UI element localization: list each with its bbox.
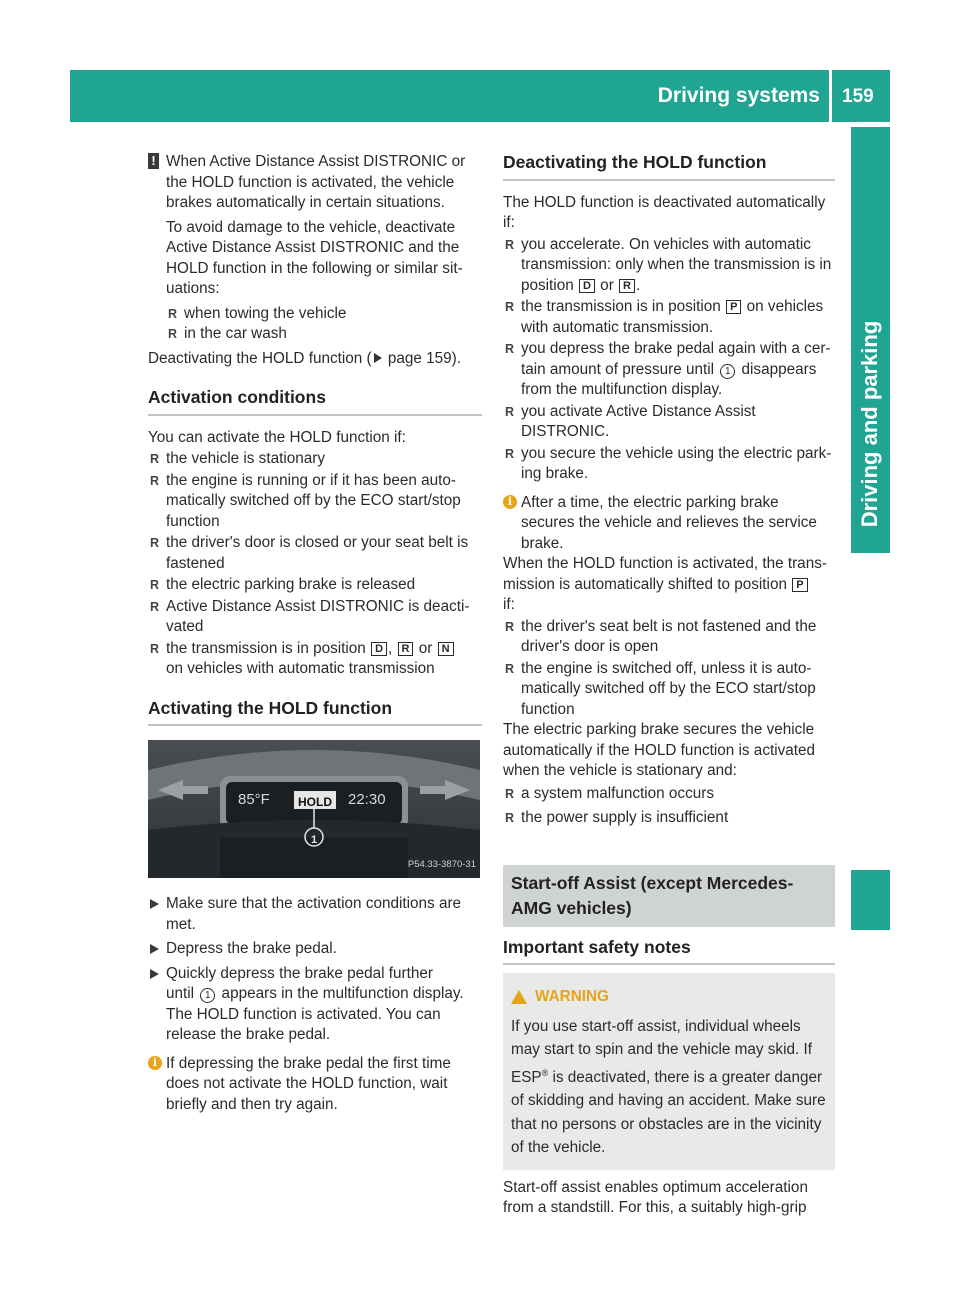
step-item: Quickly depress the brake pedal further until 1 appears in the multifunction display. The HOLD function is activated. You can release the brake pedal. — [148, 964, 482, 1046]
header-section-title: Driving systems — [657, 84, 820, 107]
callout-1: 1 — [310, 834, 318, 846]
text-line: mission is automatically shifted to position P — [503, 575, 835, 596]
gear-r-symbol: R — [398, 642, 414, 656]
text-line: When Active Distance Assist DISTRONIC or — [166, 153, 466, 170]
page-number: 159 — [842, 86, 874, 107]
list-item: R the engine is running or if it has been auto- matically switched off by the ECO start/stop function — [148, 471, 482, 533]
right-column — [503, 152, 835, 1219]
list-item: R you depress the brake pedal again with a cer- tain amount of pressure until 1 disappears from the multifunction display. — [503, 339, 835, 401]
list-item: R in the car wash — [166, 324, 482, 345]
text-line: When the HOLD function is activated, the trans- — [503, 555, 827, 572]
list-item: R the power supply is insufficient — [503, 808, 835, 829]
text-line: HOLD function in the following or similar sit- — [166, 259, 463, 277]
figure-code: P54.33-3870-31 — [407, 858, 476, 870]
text-line: brakes automatically in certain situations. — [166, 194, 445, 211]
gear-r-symbol: R — [619, 279, 635, 293]
list-item: R you accelerate. On vehicles with automatic transmission: only when the transmission is in position D or R . — [503, 235, 835, 297]
step-item: Depress the brake pedal. — [148, 939, 482, 960]
list-item: R the vehicle is stationary — [148, 449, 482, 470]
header-divider — [829, 70, 832, 122]
side-tab-label: Driving and parking — [857, 320, 882, 528]
list-item: R the driver's seat belt is not fastened and the driver's door is open — [503, 617, 835, 658]
temperature-readout: 85°F — [238, 791, 270, 808]
activating-heading: Activating the HOLD function — [148, 697, 393, 718]
list-item: R the driver's door is closed or your seat belt is fastened — [148, 533, 482, 574]
list-item: R the engine is switched off, unless it is auto- matically switched off by the ECO start/stop function — [503, 659, 835, 721]
page-reference: Deactivating the HOLD function ( page 159). — [148, 349, 462, 367]
heading-rule — [503, 179, 835, 181]
warning-icon — [511, 990, 527, 1004]
text-line: from a standstill. For this, a suitably high-grip — [503, 1199, 807, 1217]
list-item: R the electric parking brake is released — [148, 575, 482, 596]
info-note: i After a time, the electric parking brake secures the vehicle and relieves the service brake. — [503, 493, 835, 555]
info-icon: i — [503, 495, 517, 509]
time-readout: 22:30 — [348, 791, 386, 808]
instrument-cluster-figure — [148, 740, 480, 878]
warning-box: WARNING If you use start-off assist, individual wheels may start to spin and the vehicle may skid. If ESP® is deactivated, there is a greater danger of skidding and having an accident. Make sure that no persons or obstacles are in the vicinity of the vehicle. — [503, 973, 835, 1170]
page-ref-arrow-icon — [374, 353, 382, 363]
list-item: R when towing the vehicle — [166, 304, 482, 325]
deactivating-heading: Deactivating the HOLD function — [503, 152, 767, 172]
list-item: R Active Distance Assist DISTRONIC is deacti- vated — [148, 597, 482, 638]
list-item: R you secure the vehicle using the electric park- ing brake. — [503, 444, 835, 485]
text-line: if: — [503, 214, 515, 231]
text-line: the HOLD function is activated, the vehicle — [166, 173, 455, 191]
hold-indicator: HOLD — [298, 795, 332, 809]
side-marker — [851, 870, 890, 930]
info-icon: i — [148, 1056, 162, 1070]
warning-title: WARNING — [511, 985, 827, 1009]
text-line: Start-off assist enables optimum acceleration — [503, 1178, 808, 1196]
list-item: R the transmission is in position P on vehicles with automatic transmission. — [503, 297, 835, 338]
heading-rule — [503, 963, 835, 965]
heading-rule — [148, 414, 482, 416]
text-line: The electric parking brake secures the vehicle — [503, 721, 815, 738]
step-item: Make sure that the activation conditions are met. — [148, 894, 482, 935]
text-line: if: — [503, 596, 515, 613]
text-line: To avoid damage to the vehicle, deactivate — [166, 218, 456, 236]
left-column — [148, 152, 482, 1115]
notice-badge: ! — [148, 153, 159, 169]
callout-symbol-1: 1 — [720, 364, 735, 379]
gear-n-symbol: N — [438, 642, 454, 656]
text-line: uations: — [166, 280, 220, 297]
callout-symbol-1: 1 — [200, 988, 215, 1003]
text-line: The HOLD function is deactivated automatically — [503, 193, 826, 211]
list-item: R you activate Active Distance Assist DISTRONIC. — [503, 402, 835, 443]
gear-d-symbol: D — [579, 279, 595, 293]
list-item: R the transmission is in position D , R or N on vehicles with automatic transmission — [148, 639, 482, 680]
text-line: You can activate the HOLD function if: — [148, 428, 406, 446]
notice-block — [148, 152, 482, 345]
activation-heading: Activation conditions — [148, 387, 326, 407]
text-line: Active Distance Assist DISTRONIC and the — [166, 239, 460, 256]
list-item: R a system malfunction occurs — [503, 784, 835, 805]
text-line: when the vehicle is stationary and: — [503, 762, 737, 779]
gear-p-symbol: P — [726, 300, 741, 314]
safety-heading: Important safety notes — [503, 936, 691, 957]
gear-d-symbol: D — [371, 642, 387, 656]
text-line: automatically if the HOLD function is activated — [503, 741, 816, 759]
startoff-heading-box: Start-off Assist (except Mercedes- AMG vehicles) — [503, 865, 835, 927]
gear-p-symbol: P — [792, 578, 807, 592]
info-note: i If depressing the brake pedal the first time does not activate the HOLD function, wait briefly and then try again. — [148, 1054, 482, 1116]
heading-rule — [148, 724, 482, 726]
